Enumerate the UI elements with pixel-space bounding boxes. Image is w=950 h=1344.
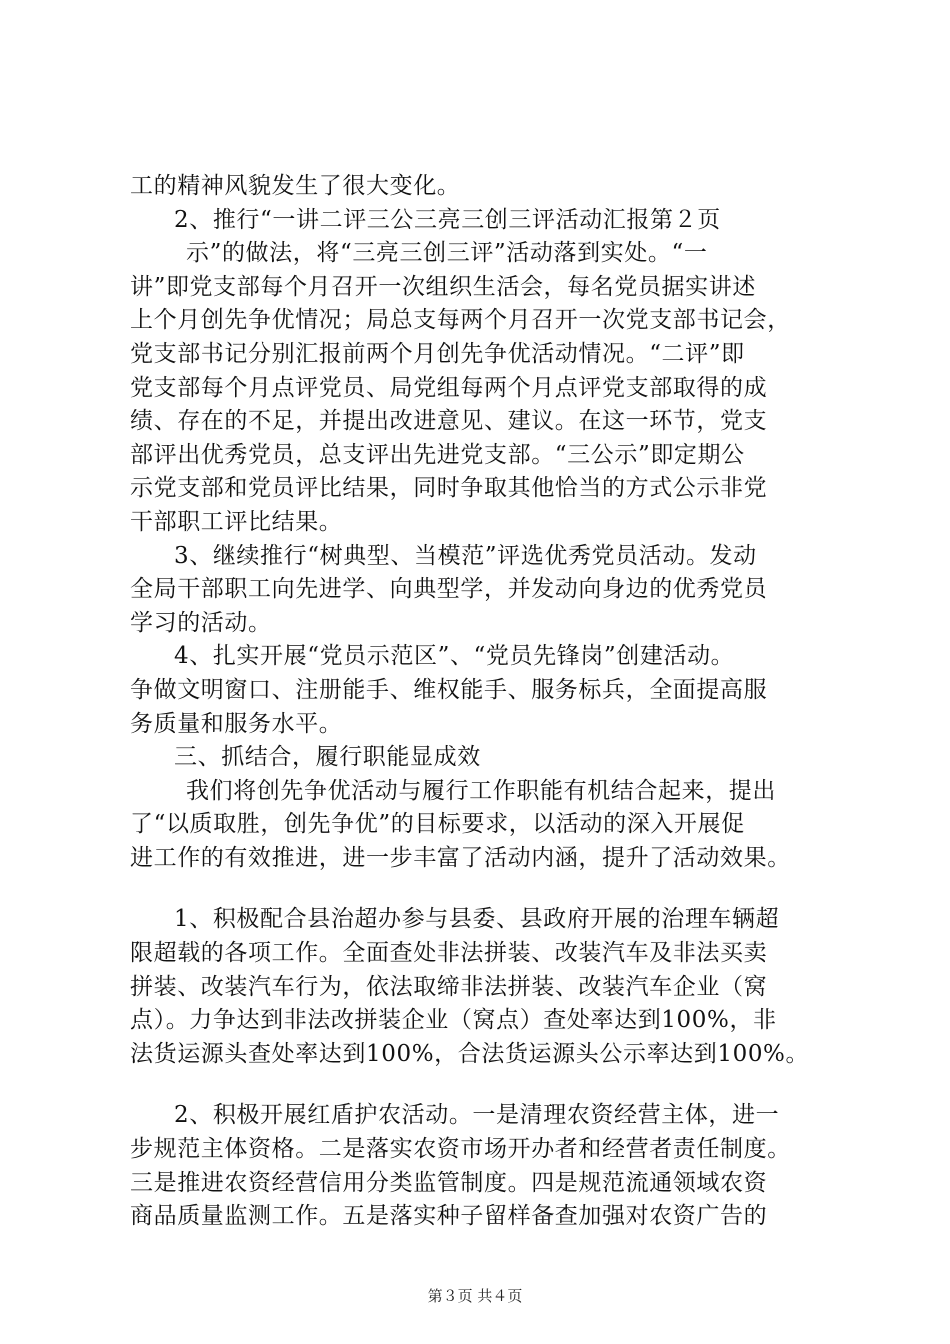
text-line: 示”的做法，将“三亮三创三评”活动落到实处。“一 — [186, 240, 708, 267]
text-line: 党支部每个月点评党员、局党组每两个月点评党支部取得的成 — [130, 374, 768, 401]
text-line: 我们将创先争优活动与履行工作职能有机结合起来，提出 — [186, 777, 776, 804]
text-line: 学习的活动。 — [130, 609, 272, 636]
text-line: 绩、存在的不足，并提出改进意见、建议。在这一环节，党支 — [130, 408, 768, 435]
text-line: 法货运源头查处率达到100%，合法货运源头公示率达到100%。 — [130, 1040, 810, 1067]
text-line: 全局干部职工向先进学、向典型学，并发动向身边的优秀党员 — [130, 576, 768, 603]
text-line: 了“以质取胜，创先争优”的目标要求，以活动的深入开展促 — [130, 811, 745, 838]
text-line: 争做文明窗口、注册能手、维权能手、服务标兵，全面提高服 — [130, 676, 768, 703]
text-line: 三是推进农资经营信用分类监管制度。四是规范流通领域农资 — [130, 1169, 768, 1196]
text-line: 步规范主体资格。二是落实农资市场开办者和经营者责任制度。 — [130, 1136, 791, 1163]
text-line: 上个月创先争优情况；局总支每两个月召开一次党支部书记会， — [130, 307, 791, 334]
text-line: 商品质量监测工作。五是落实种子留样备查加强对农资广告的 — [130, 1203, 768, 1230]
text-line: 点）。力争达到非法改拼装企业（窝点）查处率达到100%，非 — [130, 1007, 777, 1034]
text-line: 讲”即党支部每个月召开一次组织生活会，每名党员据实讲述 — [130, 273, 756, 300]
document-body — [130, 170, 830, 1234]
text-line: 部评出优秀党员，总支评出先进党支部。“三公示”即定期公 — [130, 441, 745, 468]
text-line: 3、继续推行“树典型、当模范”评选优秀党员活动。发动 — [174, 542, 757, 569]
text-line: 干部职工评比结果。 — [130, 508, 343, 535]
text-line: 2、积极开展红盾护农活动。一是清理农资经营主体，进一 — [174, 1102, 780, 1129]
text-line: 进工作的有效推进，进一步丰富了活动内涵，提升了活动效果。 — [130, 844, 791, 871]
text-line: 4、扎实开展“党员示范区”、“党员先锋岗”创建活动。 — [174, 643, 735, 670]
text-line: 示党支部和党员评比结果，同时争取其他恰当的方式公示非党 — [130, 475, 768, 502]
section-heading: 三、抓结合，履行职能显成效 — [174, 744, 481, 771]
text-line: 限超载的各项工作。全面查处非法拼装、改装汽车及非法买卖 — [130, 940, 768, 967]
paragraph-gap — [130, 875, 830, 903]
text-line: 党支部书记分别汇报前两个月创先争优活动情况。“二评”即 — [130, 340, 745, 367]
text-line: 1、积极配合县治超办参与县委、县政府开展的治理车辆超 — [174, 906, 780, 933]
text-line: 拼装、改装汽车行为，依法取缔非法拼装、改装汽车企业（窝 — [130, 973, 768, 1000]
text-line: 工的精神风貌发生了很大变化。 — [130, 173, 461, 199]
text-line: 务质量和服务水平。 — [130, 710, 343, 737]
text-line: 2、推行“一讲二评三公三亮三创三评活动汇报第２页 — [174, 206, 721, 233]
page-footer: 第３页 共４页 — [427, 1287, 523, 1305]
paragraph-gap — [130, 1071, 830, 1099]
